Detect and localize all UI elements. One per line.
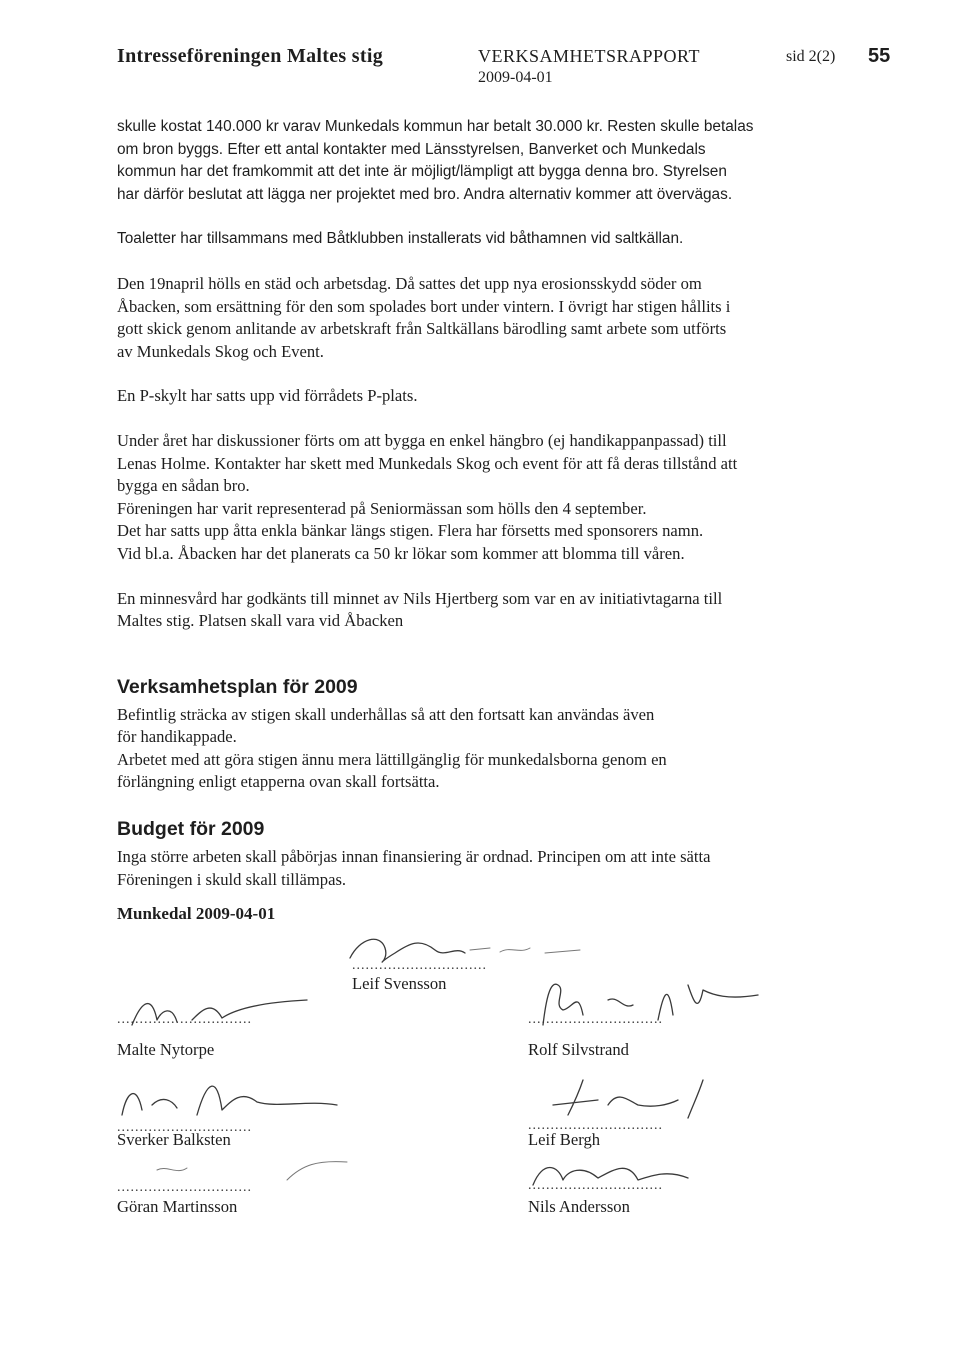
paragraph-parking-sign	[117, 385, 847, 408]
text-line: Det har satts upp åtta enkla bänkar längs stigen. Flera har försetts med sponsorers namn.	[117, 521, 704, 541]
text-line: kommun har det framkommit att det inte är möjligt/lämpligt att bygga denna bro. Styrelsen	[117, 163, 727, 181]
paragraph-bridge	[117, 116, 847, 206]
signature-block	[117, 1070, 357, 1160]
text-line: En P-skylt har satts upp vid förrådets P-plats.	[117, 386, 418, 406]
text-line: Föreningen i skuld skall tillämpas.	[117, 869, 347, 889]
text-line: Inga större arbeten skall påbörjas innan finansiering är ordnad. Principen om att inte sätta	[117, 847, 711, 867]
text-line: Åbacken, som ersättning för den som spolades bort under vintern. I övrigt har stigen hållits i	[117, 296, 731, 316]
text-line: Arbetet med att göra stigen ännu mera lättillgänglig för munkedalsborna genom en	[117, 749, 667, 769]
text-line: om bron byggs. Efter ett antal kontakter med Länsstyrelsen, Banverket och Munkedals	[117, 140, 706, 158]
spacer	[117, 251, 847, 273]
signature-dots: ..............................	[117, 1120, 252, 1135]
text-line: Lenas Holme. Kontakter har skett med Munkedals Skog och event för att få deras tillstånd att	[117, 453, 738, 473]
paragraph-toilets	[117, 228, 847, 251]
text-line: En minnesvård har godkänts till minnet av Nils Hjertberg som var en av initiativtagarna till	[117, 588, 723, 608]
budget-paragraph	[117, 846, 847, 891]
text-line: gott skick genom anlitande av arbetskraft från Saltkällans bärodling samt arbete som utförts	[117, 319, 727, 339]
text-line: förlängning enligt etapperna ovan skall fortsätta.	[117, 772, 440, 792]
handwritten-signature	[117, 1070, 357, 1120]
budget-heading: Budget för 2009	[117, 818, 265, 841]
text-line: har därför beslutat att lägga ner projektet med bro. Andra alternativ kommer att övervägas.	[117, 185, 733, 203]
signature-block	[528, 1150, 768, 1240]
text-line: Vid bl.a. Åbacken har det planerats ca 50 kr lökar som kommer att blomma till våren.	[117, 543, 685, 563]
signature-dots: ..............................	[117, 1180, 252, 1195]
text-line: skulle kostat 140.000 kr varav Munkedals kommun har betalt 30.000 kr. Resten skulle betalas	[117, 118, 754, 135]
handwritten-signature	[528, 1070, 748, 1120]
text-line: av Munkedals Skog och Event.	[117, 341, 324, 361]
spacer	[117, 408, 847, 430]
signer-name: Sverker Balksten	[117, 1130, 231, 1149]
signature-dots: ..............................	[528, 1012, 663, 1027]
spacer	[117, 633, 847, 663]
signature-block	[117, 990, 357, 1080]
text-line: Den 19napril hölls en städ och arbetsdag. Då sattes det upp nya erosionsskydd söder om	[117, 273, 702, 293]
text-line: Under året har diskussioner förts om att bygga en enkel hängbro (ej handikappanpassad) till	[117, 430, 727, 450]
text-line: för handikappade.	[117, 727, 237, 747]
spacer	[117, 566, 847, 588]
text-line: Toaletter har tillsammans med Båtklubben installerats vid båthamnen vid saltkällan.	[117, 230, 684, 248]
spacer	[117, 363, 847, 385]
report-body	[117, 116, 847, 891]
paragraph-memorial	[117, 588, 847, 633]
signer-name: Leif Bergh	[528, 1130, 601, 1149]
paragraph-suspension-bridge	[117, 430, 847, 566]
spacer	[117, 794, 847, 816]
spacer	[117, 663, 847, 674]
text-line: Maltes stig. Platsen skall vara vid Åbacken	[117, 611, 404, 631]
paragraph-workday	[117, 273, 847, 363]
signer-name: Göran Martinsson	[117, 1197, 238, 1216]
header-date: 2009-04-01	[478, 69, 553, 86]
signature-dots: ..............................	[528, 1118, 663, 1133]
text-line: bygga en sådan bro.	[117, 476, 250, 496]
signature-dots: ..............................	[528, 1178, 663, 1193]
header-page-label: sid 2(2)	[786, 48, 836, 65]
signature-dots: ..............................	[352, 958, 487, 973]
signer-name: Leif Svensson	[352, 974, 447, 993]
signer-name: Nils Andersson	[528, 1197, 630, 1216]
signature-place-date: Munkedal 2009-04-01	[117, 904, 276, 923]
header-report-title: VERKSAMHETSRAPPORT	[478, 46, 700, 66]
signature-block	[528, 1070, 768, 1160]
header-organization: Intresseföreningen Maltes stig	[117, 45, 384, 67]
text-line: Föreningen har varit representerad på Seniormässan som hölls den 4 september.	[117, 498, 647, 518]
spacer	[117, 206, 847, 228]
signer-name: Malte Nytorpe	[117, 1040, 215, 1059]
signature-block	[117, 1150, 357, 1240]
header-page-number: 55	[868, 45, 891, 67]
text-line: Befintlig sträcka av stigen skall underhållas så att den fortsatt kan användas även	[117, 704, 655, 724]
signer-name: Rolf Silvstrand	[528, 1040, 629, 1059]
signature-dots: ..............................	[117, 1012, 252, 1027]
plan-heading: Verksamhetsplan för 2009	[117, 675, 358, 698]
plan-paragraph	[117, 704, 847, 794]
signature-block	[528, 970, 768, 1060]
